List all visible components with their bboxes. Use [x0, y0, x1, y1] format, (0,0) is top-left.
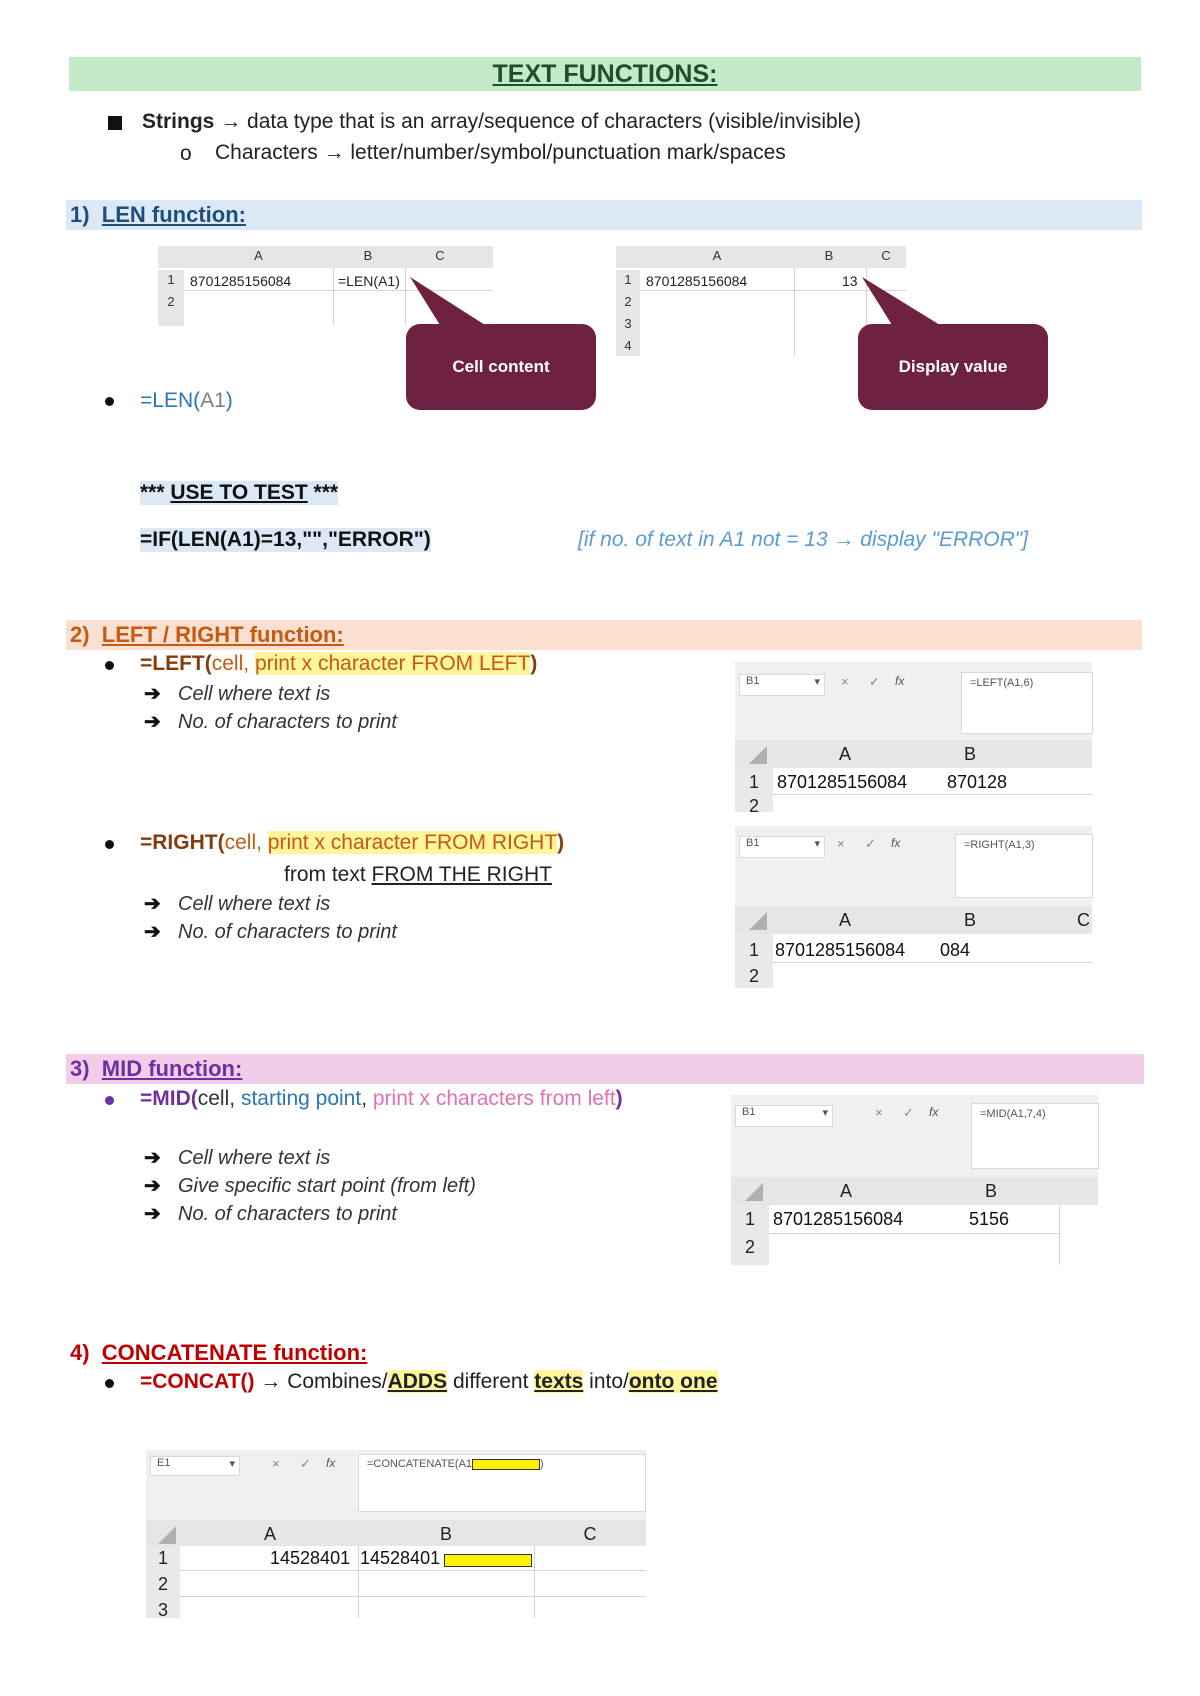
- dropdown-icon: ▾: [814, 838, 820, 850]
- col-header-a: A: [839, 1181, 852, 1201]
- col-header-b: B: [794, 248, 864, 263]
- formula-text: =RIGHT(A1,3): [964, 839, 1035, 851]
- col-header-b: B: [963, 744, 976, 764]
- name-box[interactable]: [735, 1105, 833, 1127]
- formula-bar[interactable]: [971, 1103, 1099, 1169]
- name-box[interactable]: [739, 836, 825, 858]
- formula-text: =LEFT(A1,6): [970, 677, 1034, 689]
- len-heading: [66, 202, 246, 227]
- len-heading-bar: [66, 200, 1142, 230]
- namebox-text: B1: [742, 1106, 756, 1118]
- cell-b1[interactable]: 084: [940, 940, 971, 960]
- len-heading-num: 1): [70, 202, 90, 227]
- cancel-icon[interactable]: ×: [841, 674, 849, 689]
- formula-bar[interactable]: [961, 672, 1093, 734]
- arrow-icon: ➔: [144, 921, 161, 943]
- arrow-icon: ➔: [144, 711, 161, 733]
- row-header-2: 2: [744, 1237, 755, 1257]
- strings-desc: data type that is an array/sequence of characters (visible/invisible): [247, 110, 862, 133]
- formula-text: =MID(A1,7,4): [980, 1108, 1046, 1120]
- row-header-1: 1: [748, 940, 759, 960]
- fx-icon[interactable]: fx: [929, 1105, 939, 1119]
- strings-label: Strings: [142, 110, 215, 133]
- characters-desc: letter/number/symbol/punctuation mark/spaces: [350, 141, 786, 164]
- cell-b1[interactable]: =LEN(A1): [338, 273, 400, 289]
- concat-heading: [66, 1340, 367, 1365]
- col-header-a: A: [186, 248, 331, 263]
- name-box[interactable]: [739, 674, 825, 696]
- col-header-c: C: [866, 248, 906, 263]
- dropdown-icon: ▾: [814, 676, 820, 688]
- col-header-b: B: [963, 910, 976, 930]
- sub-marker: o: [180, 142, 192, 165]
- concat-word-onto: onto: [628, 1370, 675, 1393]
- right-arg-cell: cell,: [224, 831, 268, 854]
- bullet-icon: [105, 1379, 114, 1388]
- row-header-4: 4: [616, 338, 640, 353]
- cell-b1[interactable]: 870128: [947, 772, 1008, 792]
- fx-icon[interactable]: fx: [326, 1456, 336, 1470]
- left-sheet: [735, 662, 1092, 816]
- concat-word-into: into/: [583, 1370, 629, 1393]
- select-all-corner-icon[interactable]: [749, 746, 767, 764]
- arrow-icon: ➔: [144, 1147, 161, 1169]
- col-header-b: B: [984, 1181, 997, 1201]
- left-formula: [140, 652, 537, 676]
- mid-sheet: [731, 1095, 1098, 1265]
- arrow-icon: →: [220, 110, 242, 133]
- mid-heading-text: MID function:: [101, 1056, 243, 1081]
- characters-label: Characters: [215, 141, 318, 164]
- fx-icon[interactable]: fx: [891, 836, 901, 850]
- row-header-1: 1: [616, 272, 640, 287]
- col-header-b: B: [333, 248, 403, 263]
- row-header-2: 2: [616, 294, 640, 309]
- col-header-a: A: [838, 910, 851, 930]
- concat-word-texts: texts: [534, 1370, 584, 1393]
- strings-line: [142, 110, 861, 134]
- mid-arg-cell: cell,: [197, 1087, 241, 1110]
- row-header-2: 2: [158, 294, 184, 309]
- namebox-text: B1: [746, 675, 760, 687]
- row-header-1: 1: [157, 1548, 168, 1568]
- cancel-icon[interactable]: ×: [272, 1456, 280, 1471]
- right-point-2: No. of characters to print: [178, 921, 397, 943]
- right-sub-prefix: from text: [284, 863, 372, 886]
- bullet-icon: [105, 840, 114, 849]
- cell-b1[interactable]: 13: [842, 273, 858, 289]
- cell-a1[interactable]: 8701285156084: [775, 940, 906, 960]
- col-header-a: A: [838, 744, 851, 764]
- formula-text: =CONCATENATE(A1: [367, 1458, 473, 1470]
- cell-a1[interactable]: 8701285156084: [646, 273, 748, 289]
- right-arg-count: print x character FROM RIGHT: [267, 831, 558, 854]
- right-point-1: Cell where text is: [178, 893, 331, 915]
- row-header-2: 2: [748, 966, 759, 986]
- len-formula-close: ): [225, 389, 233, 412]
- concat-line: [140, 1370, 718, 1394]
- mid-close: ): [615, 1087, 623, 1110]
- leftright-heading-num: 2): [70, 622, 90, 647]
- concat-heading-bar: [66, 1338, 1142, 1368]
- dropdown-icon: ▾: [822, 1107, 828, 1119]
- callout-cell-content: Cell content: [406, 324, 596, 410]
- col-header-c: C: [405, 248, 475, 263]
- concat-word-combines: Combines/: [287, 1370, 388, 1393]
- mid-point-3: No. of characters to print: [178, 1203, 397, 1225]
- row-header-1: 1: [744, 1209, 755, 1229]
- use-to-test: [140, 481, 338, 505]
- mid-sep: ,: [361, 1087, 373, 1110]
- dropdown-icon: ▾: [229, 1458, 235, 1470]
- cell-a1[interactable]: 8701285156084: [773, 1209, 904, 1229]
- right-sub-underline: FROM THE RIGHT: [371, 863, 552, 886]
- row-header-1: 1: [158, 272, 184, 287]
- use-to-test-label: USE TO TEST: [170, 481, 308, 504]
- concat-word-one: one: [680, 1370, 718, 1393]
- len-formula-arg: A1: [200, 389, 226, 412]
- row-header-3: 3: [616, 316, 640, 331]
- mid-heading-num: 3): [70, 1056, 90, 1081]
- arrow-icon: ➔: [144, 1175, 161, 1197]
- right-fn: =RIGHT(: [140, 831, 225, 854]
- title-bar: [69, 57, 1141, 91]
- len-heading-text: LEN function:: [101, 202, 246, 227]
- square-bullet-icon: [108, 116, 122, 130]
- leftright-heading: [66, 622, 344, 647]
- left-arg-count: print x character FROM LEFT: [254, 652, 531, 675]
- enter-icon[interactable]: ✓: [869, 674, 880, 689]
- col-header-b: B: [439, 1524, 452, 1544]
- mid-heading: [66, 1056, 242, 1081]
- concat-heading-text: CONCATENATE function:: [101, 1340, 368, 1365]
- arrow-icon: ➔: [144, 1203, 161, 1225]
- cell-a1[interactable]: 8701285156084: [777, 772, 908, 792]
- formula-bar[interactable]: [955, 834, 1093, 898]
- select-all-corner-icon[interactable]: [158, 1526, 176, 1544]
- mid-point-2: Give specific start point (from left): [178, 1175, 476, 1197]
- namebox-text: E1: [157, 1457, 171, 1469]
- left-point-2: No. of characters to print: [178, 711, 397, 733]
- right-subline: [284, 863, 552, 887]
- cell-a1[interactable]: 14528401: [270, 1548, 351, 1568]
- concat-heading-num: 4): [70, 1340, 90, 1365]
- arrow-icon: ➔: [144, 893, 161, 915]
- cell-b1[interactable]: 14528401: [360, 1548, 441, 1568]
- page-title: TEXT FUNCTIONS:: [492, 60, 718, 88]
- len-formula: [140, 389, 233, 413]
- name-box[interactable]: [150, 1456, 240, 1476]
- row-header-3: 3: [157, 1600, 168, 1620]
- leftright-heading-text: LEFT / RIGHT function:: [101, 622, 344, 647]
- left-close: ): [530, 652, 538, 675]
- mid-point-1: Cell where text is: [178, 1147, 331, 1169]
- concat-sheet: [146, 1450, 646, 1618]
- characters-line: [215, 141, 786, 165]
- mid-arg-start: starting point: [240, 1087, 362, 1110]
- formula-close: ): [540, 1458, 544, 1470]
- concat-word-adds: ADDS: [387, 1370, 448, 1393]
- bullet-icon: [105, 397, 114, 406]
- callout-display-value: Display value: [858, 324, 1048, 410]
- enter-icon[interactable]: ✓: [903, 1105, 914, 1120]
- namebox-text: B1: [746, 837, 760, 849]
- col-header-c: C: [1077, 910, 1090, 930]
- enter-icon[interactable]: ✓: [300, 1456, 311, 1471]
- cancel-icon[interactable]: ×: [837, 836, 845, 851]
- enter-icon[interactable]: ✓: [865, 836, 876, 851]
- formula-bar[interactable]: [358, 1454, 646, 1512]
- select-all-corner-icon[interactable]: [749, 912, 767, 930]
- mid-fn: =MID(: [140, 1087, 198, 1110]
- arrow-icon: ➔: [144, 683, 161, 705]
- col-header-a: A: [642, 248, 792, 263]
- fx-icon[interactable]: fx: [895, 674, 905, 688]
- row-header-2: 2: [748, 796, 759, 816]
- select-all-corner-icon[interactable]: [745, 1183, 763, 1201]
- left-arg-cell: cell,: [211, 652, 255, 675]
- mid-heading-bar: [66, 1054, 1144, 1084]
- cell-a1[interactable]: 8701285156084: [190, 273, 292, 289]
- left-fn: =LEFT(: [140, 652, 212, 675]
- cell-b1[interactable]: 5156: [969, 1209, 1010, 1229]
- highlight-box: [444, 1554, 532, 1567]
- len-formula-fn: =LEN(: [140, 389, 201, 412]
- mid-arg-count: print x characters from left: [372, 1087, 616, 1110]
- mid-formula: [140, 1087, 623, 1111]
- if-note: [if no. of text in A1 not = 13 → display "ERROR"]: [578, 528, 1029, 551]
- right-formula: [140, 831, 564, 855]
- cancel-icon[interactable]: ×: [875, 1105, 883, 1120]
- highlight-box: [472, 1459, 540, 1470]
- row-header-1: 1: [748, 772, 759, 792]
- stars-right: ***: [313, 481, 339, 504]
- left-point-1: Cell where text is: [178, 683, 331, 705]
- arrow-icon: →: [260, 1370, 282, 1393]
- bullet-icon: [105, 1096, 114, 1105]
- col-header-c: C: [583, 1524, 597, 1544]
- right-close: ): [557, 831, 565, 854]
- row-header-2: 2: [157, 1574, 168, 1594]
- bullet-icon: [105, 661, 114, 670]
- concat-fn: =CONCAT(): [140, 1370, 255, 1393]
- col-header-a: A: [263, 1524, 276, 1544]
- leftright-heading-bar: [66, 620, 1142, 650]
- concat-word-different: different: [447, 1370, 535, 1393]
- stars-left: ***: [140, 481, 165, 504]
- arrow-icon: →: [323, 141, 345, 164]
- right-sheet: [735, 826, 1092, 988]
- if-formula: =IF(LEN(A1)=13,"","ERROR"): [140, 528, 431, 551]
